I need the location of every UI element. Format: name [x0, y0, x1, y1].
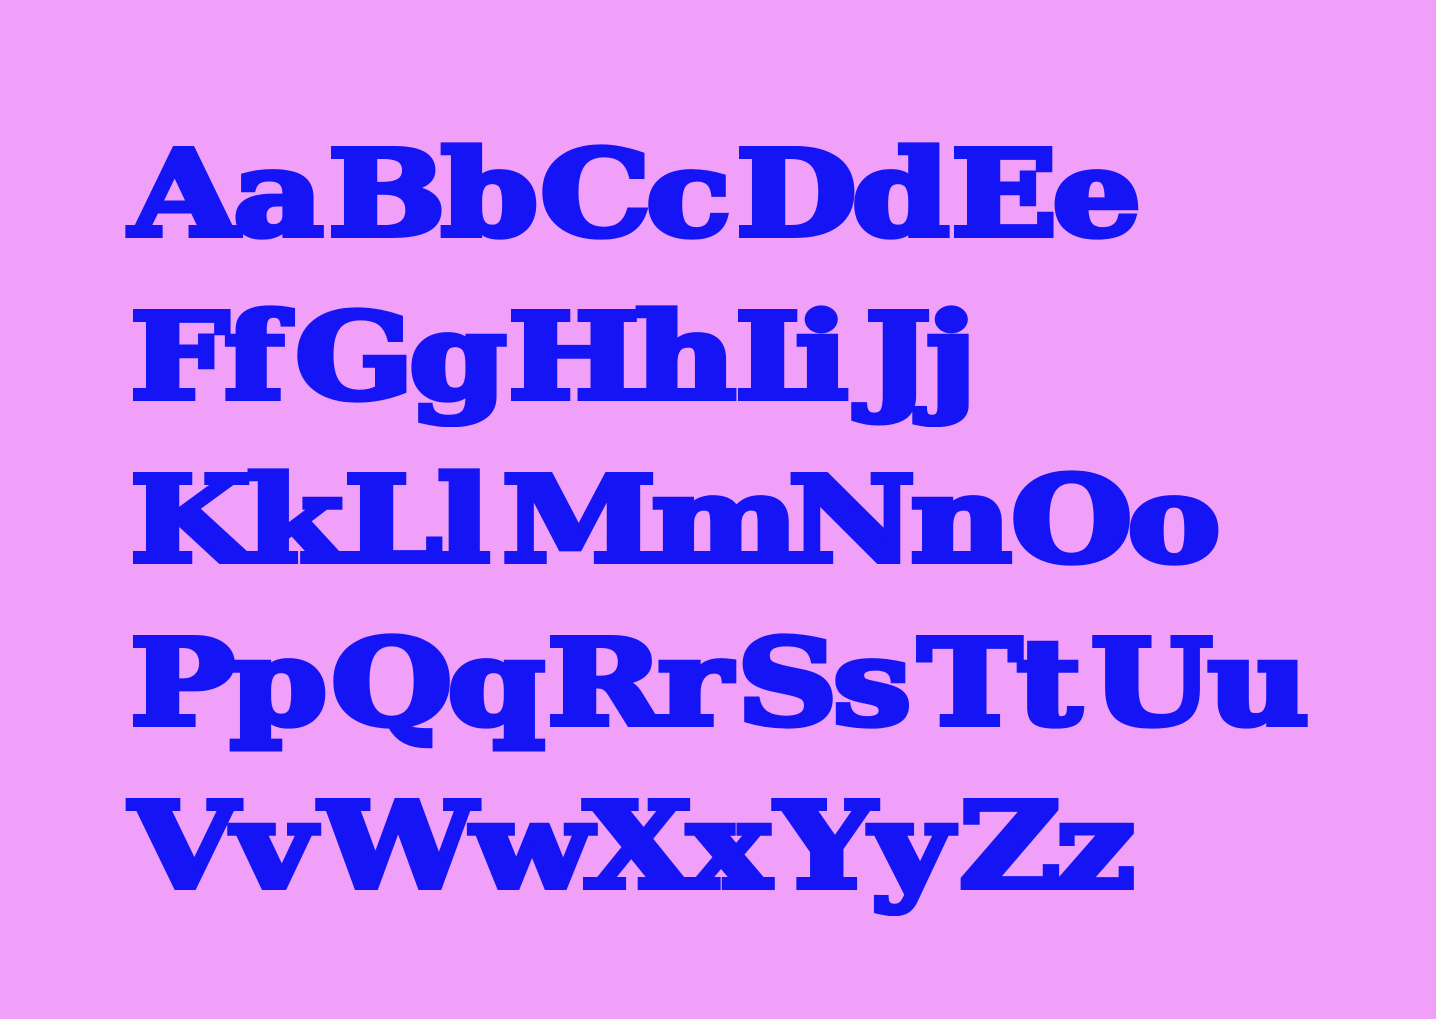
- letter-pair-a: Aa: [130, 124, 319, 263]
- alphabet-row-1: [130, 112, 1309, 275]
- letter-pair-k: Kk: [130, 450, 339, 589]
- letter-pair-c: Cc: [540, 124, 727, 263]
- letter-pair-h: Hh: [507, 287, 732, 426]
- letter-pair-u: Uu: [1090, 613, 1304, 752]
- letter-pair-e: Ee: [950, 124, 1137, 263]
- letter-pair-s: Ss: [736, 613, 907, 752]
- letter-pair-m: Mm: [502, 450, 795, 589]
- alphabet-row-4: [130, 601, 1309, 764]
- letter-pair-g: Gg: [294, 287, 502, 426]
- letter-pair-q: Qq: [331, 613, 541, 752]
- letter-pair-y: Yy: [776, 776, 948, 915]
- alphabet-row-3: [130, 438, 1309, 601]
- letter-pair-j: Jj: [865, 287, 972, 426]
- letter-pair-x: Xx: [584, 776, 766, 915]
- letter-pair-p: Pp: [130, 613, 323, 752]
- letter-pair-r: Rr: [546, 613, 727, 752]
- letter-pair-z: Zz: [958, 776, 1131, 915]
- alphabet-row-5: [130, 764, 1309, 927]
- letter-pair-d: Dd: [736, 124, 945, 263]
- letter-pair-l: Ll: [344, 450, 486, 589]
- letter-pair-f: Ff: [130, 287, 280, 426]
- letter-pair-v: Vv: [130, 776, 310, 915]
- letter-pair-i: Ii: [735, 287, 844, 426]
- letter-pair-t: Tt: [918, 613, 1077, 752]
- alphabet-row-2: [130, 275, 1309, 438]
- letter-pair-b: Bb: [328, 124, 534, 263]
- alphabet-grid: [130, 112, 1309, 927]
- letter-pair-o: Oo: [1011, 450, 1216, 589]
- letter-pair-n: Nn: [787, 450, 1007, 589]
- letter-pair-w: Ww: [320, 776, 587, 915]
